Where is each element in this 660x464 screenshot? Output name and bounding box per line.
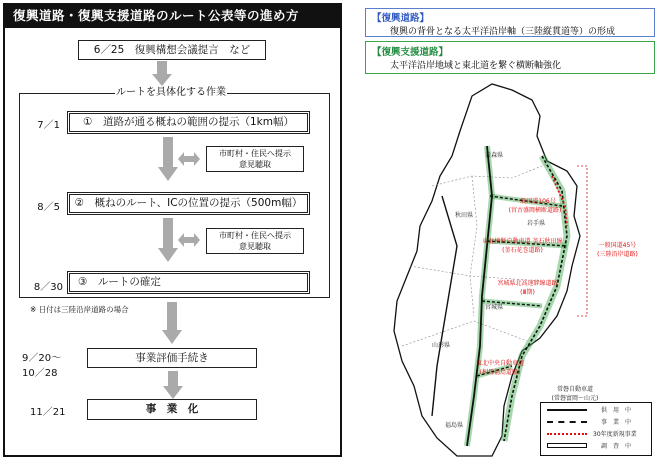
legend-new: 30年度新規事業 <box>593 431 637 438</box>
consult1-line2: 意見聴取 <box>239 160 271 169</box>
legend-line-service <box>547 409 587 411</box>
shien-title: 【復興支援道路】 <box>372 47 449 58</box>
double-arrow-icon <box>178 151 200 165</box>
label-aomori: 青森県 <box>485 152 504 159</box>
down-arrow-icon <box>158 218 178 262</box>
eval-box: 事業評価手続き <box>87 348 257 368</box>
label-road-45: 一般国道45号 (三陸沿岸道路) <box>597 242 638 258</box>
map-legend <box>540 402 652 456</box>
consult-box-2 <box>206 228 304 254</box>
step2-box: ② 概ねのルート、ICの位置の提示（500m幅） <box>67 192 310 215</box>
double-arrow-icon <box>178 232 200 246</box>
legend-construction: 事 業 中 <box>601 419 632 426</box>
page-title: 復興道路・復興支援道路のルート公表等の進め方 <box>3 3 342 28</box>
label-road-106: 一般国道106号 (宮古盛岡横断道路) <box>508 198 562 214</box>
fukko-desc: 復興の背骨となる太平洋沿岸軸（三陸縦貫道等）の形成 <box>390 27 616 37</box>
legend-line-survey <box>547 443 587 448</box>
label-road-tohoku-chuo: 東北中央自動車道 (相馬福島道路) <box>475 360 524 376</box>
label-fukushima: 福島県 <box>445 422 464 429</box>
legend-line-new <box>547 433 587 435</box>
step1-box: ① 道路が通る概ねの範囲の提示（1km幅） <box>67 111 310 134</box>
fukko-title: 【復興道路】 <box>372 13 430 24</box>
legend-line-construction <box>547 421 587 423</box>
project-date: 11／21 <box>30 407 66 418</box>
down-arrow-icon <box>163 371 183 399</box>
consult2-line2: 意見聴取 <box>239 242 271 251</box>
legend-survey: 調 査 中 <box>601 443 632 450</box>
step1-date: 7／1 <box>37 120 60 131</box>
step2-date: 8／5 <box>37 202 60 213</box>
eval-date-1: 9／20～ <box>22 353 62 364</box>
shien-desc: 太平洋沿岸地域と東北道を繋ぐ横断軸強化 <box>390 61 562 71</box>
label-akita: 秋田県 <box>455 212 474 219</box>
down-arrow-icon <box>162 302 182 344</box>
proposal-box: 6／25 復興構想会議提言 など <box>78 40 266 60</box>
label-iwate: 岩手県 <box>527 220 546 227</box>
eval-date-2: 10／28 <box>22 368 58 379</box>
label-yamagata: 山形県 <box>432 342 451 349</box>
date-note: ※ 日付は三陸沿岸道路の場合 <box>30 305 129 314</box>
down-arrow-icon <box>152 61 172 86</box>
label-road-joban: 常磐自動車道 (常磐富岡～山元) <box>551 386 599 402</box>
down-arrow-icon <box>158 137 178 181</box>
legend-service: 供 用 中 <box>601 407 632 414</box>
process-header: ルートを具体化する作業 <box>116 87 226 98</box>
consult-box-1 <box>206 146 304 172</box>
consult2-line1: 市町村・住民へ提示 <box>219 231 291 240</box>
step3-box: ③ ルートの確定 <box>67 271 310 294</box>
label-miyagi: 宮城県 <box>485 304 504 311</box>
project-box: 事 業 化 <box>87 399 257 420</box>
step3-date: 8／30 <box>33 282 63 293</box>
label-road-miyagi: 宮城県北高速幹線道路 (Ⅲ期) <box>497 280 558 296</box>
consult1-line1: 市町村・住民へ提示 <box>219 149 291 158</box>
label-road-kamaishi: 東北横断自動車道 釜石秋田線 (釜石花巻道路) <box>482 238 563 254</box>
fukko-legend <box>365 8 655 37</box>
shien-legend <box>365 41 655 74</box>
